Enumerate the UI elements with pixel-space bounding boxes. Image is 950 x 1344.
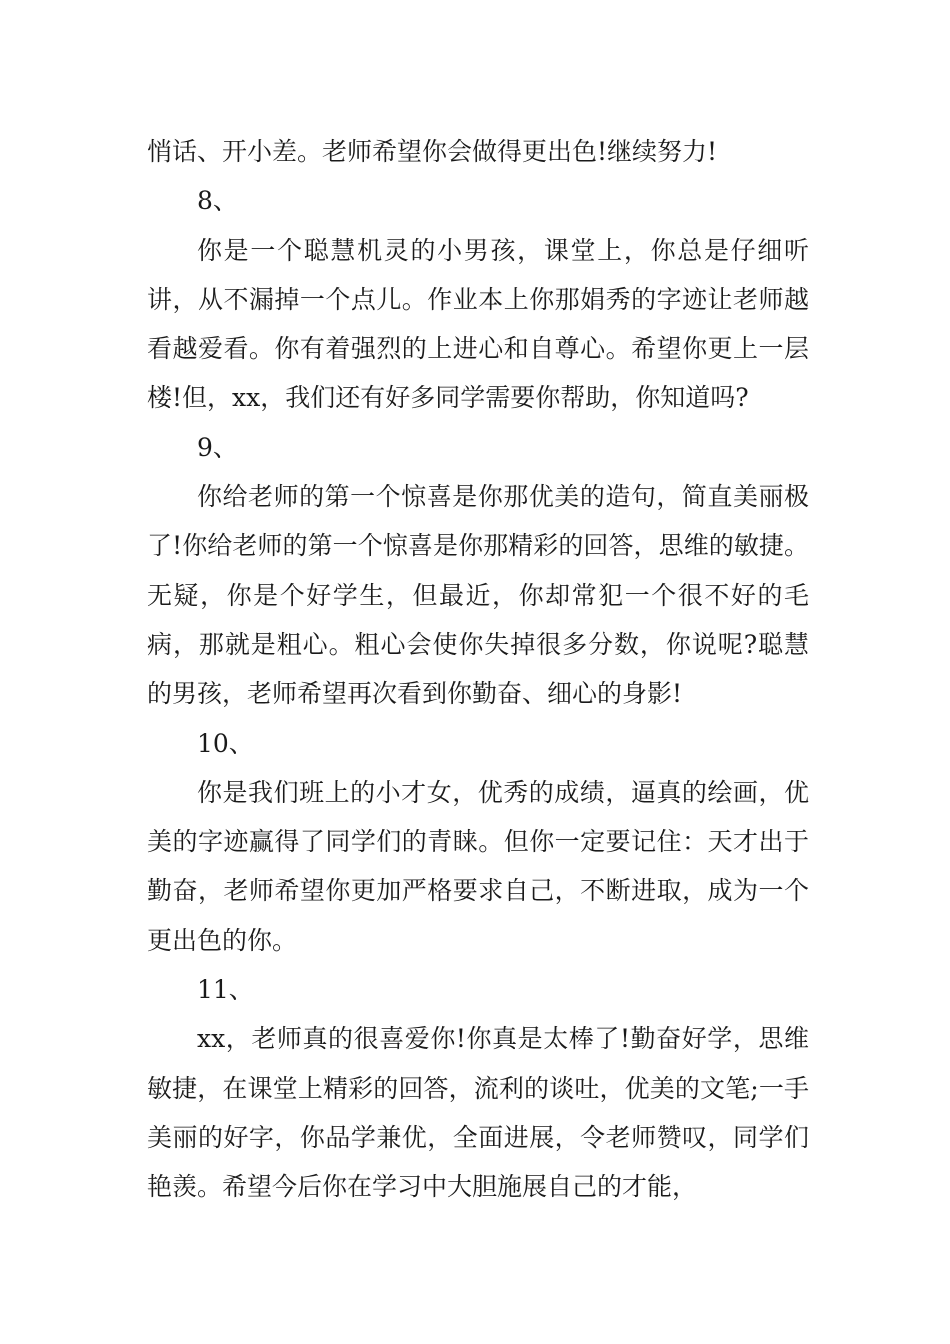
item-number-10: 10、: [197, 728, 254, 758]
document-body: [147, 127, 809, 1212]
comment-paragraph-9: 你给老师的第一个惊喜是你那优美的造句，简直美丽极了!你给老师的第一个惊喜是你那精彩的回答，思维的敏捷。无疑，你是个好学生，但最近，你却常犯一个很不好的毛病，那就是粗心。粗心会使你失掉很多分数，你说呢?聪慧的男孩，老师希望再次看到你勤奋、细心的身影!: [147, 482, 809, 709]
item-number-11: 11、: [197, 975, 254, 1005]
comment-paragraph-10: 你是我们班上的小才女，优秀的成绩，逼真的绘画，优美的字迹赢得了同学们的青睐。但你一定要记住：天才出于勤奋，老师希望你更加严格要求自己，不断进取，成为一个更出色的你。: [147, 777, 809, 955]
comment-paragraph-8: 你是一个聪慧机灵的小男孩，课堂上，你总是仔细听讲，从不漏掉一个点儿。作业本上你那娟秀的字迹让老师越看越爱看。你有着强烈的上进心和自尊心。希望你更上一层楼!但，xx，我们还有好多同学需要你帮助，你知道吗?: [147, 235, 809, 413]
paragraph-continuation: 悄话、开小差。老师希望你会做得更出色!继续努力!: [147, 137, 718, 166]
item-number-8: 8、: [197, 186, 238, 216]
comment-paragraph-11: xx，老师真的很喜爱你!你真是太棒了!勤奋好学，思维敏捷，在课堂上精彩的回答，流利的谈吐，优美的文笔;一手美丽的好字，你品学兼优，全面进展，令老师赞叹，同学们艳羡。希望今后你在学习中大胆施展自己的才能，: [147, 1024, 809, 1202]
item-number-9: 9、: [197, 432, 238, 462]
